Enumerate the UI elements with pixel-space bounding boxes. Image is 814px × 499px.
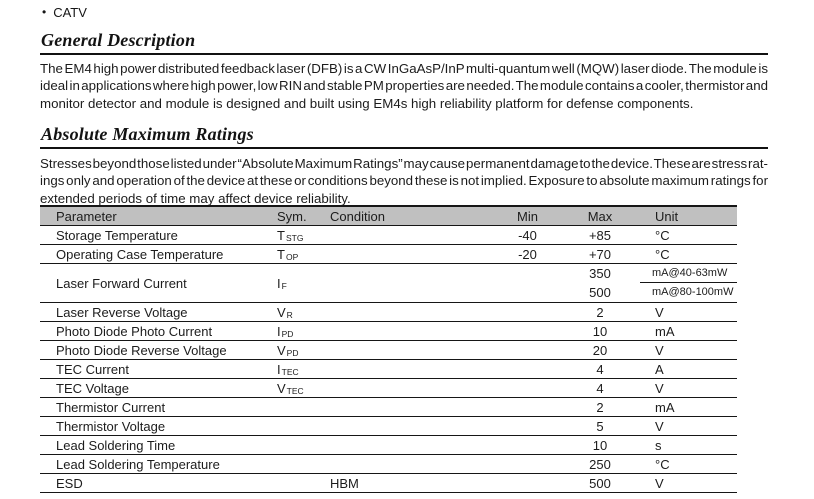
cell-min	[495, 398, 560, 416]
table-row	[40, 226, 737, 245]
text-line: ideal in applications where high power, low RIN and stable PM properties are needed. The module contains a cooler, thermistor and	[40, 78, 768, 94]
cell-min	[495, 436, 560, 454]
cell-max: 20	[592, 342, 608, 358]
section-title-general-description: General Description	[41, 30, 196, 50]
cell-max: 10	[592, 323, 608, 339]
cell-sym	[270, 436, 323, 454]
cell-condition	[323, 341, 495, 359]
cell-parameter: Thermistor Current	[56, 399, 166, 415]
cell-min	[495, 417, 560, 435]
cell-sym: T OP	[277, 246, 299, 262]
cell-min	[495, 474, 560, 492]
sym-subscript: TEC	[281, 366, 299, 377]
cell-unit: A	[655, 361, 664, 377]
cell-sym: V PD	[277, 342, 299, 358]
cell-min	[495, 455, 560, 473]
section-divider	[40, 147, 768, 149]
cell-parameter: Laser Forward Current	[56, 275, 187, 291]
cell-max: 2	[596, 399, 604, 415]
text-line: monitor detector and module is designed and built using EM4s high reliability platform for defense components.	[40, 95, 694, 111]
cell-sym	[270, 474, 323, 492]
cell-sym	[270, 398, 323, 416]
cell-parameter: Photo Diode Photo Current	[56, 323, 213, 339]
cell-max-line: 350	[589, 266, 611, 281]
table-row	[40, 264, 737, 303]
table-row	[40, 474, 737, 493]
cell-sym: I TEC	[277, 361, 299, 377]
text-line: Stresses beyond those listed under “Absolute Maximum Ratings” may cause permanent damage to the device. These are stress rat-	[40, 156, 768, 171]
table-row	[40, 322, 737, 341]
cell-condition: HBM	[330, 475, 359, 491]
table-row	[40, 417, 737, 436]
cell-unit: V	[655, 418, 664, 434]
cell-unit-line: mA@40-63mW	[640, 264, 737, 283]
cell-parameter: Operating Case Temperature	[56, 246, 224, 262]
cell-condition	[323, 417, 495, 435]
section-title-absolute-maximum-ratings: Absolute Maximum Ratings	[41, 124, 254, 144]
cell-max: 500	[589, 475, 611, 491]
cell-parameter: Storage Temperature	[56, 227, 178, 243]
cell-unit: V	[655, 475, 664, 491]
cell-sym	[270, 455, 323, 473]
sym-subscript: PD	[286, 347, 299, 358]
cell-unit-line: mA@80-100mW	[652, 286, 734, 299]
cell-condition	[323, 322, 495, 340]
cell-unit: mA	[655, 323, 675, 339]
header-cell-min: Min	[517, 208, 538, 224]
text-line: The EM4 high power distributed feedback laser (DFB) is a CW InGaAsP/InP multi-quantum well (MQW) laser diode. The module is	[40, 61, 768, 76]
sym-subscript: PD	[281, 328, 294, 339]
cell-max: 4	[596, 380, 604, 396]
cell-unit: V	[655, 342, 664, 358]
cell-unit: V	[655, 304, 664, 320]
table-row	[40, 360, 737, 379]
cell-parameter: ESD	[56, 475, 83, 491]
cell-unit	[640, 264, 737, 302]
cell-max: 5	[596, 418, 604, 434]
cell-sym: I PD	[277, 323, 294, 339]
cell-max: +85	[588, 227, 612, 243]
cell-max: 10	[592, 437, 608, 453]
cell-condition	[323, 379, 495, 397]
cell-max	[560, 264, 640, 302]
header-cell-condition: Condition	[330, 208, 385, 224]
cell-parameter: TEC Current	[56, 361, 129, 377]
cell-min	[495, 264, 560, 302]
bullet-icon: •	[42, 5, 47, 19]
cell-max: 250	[589, 456, 611, 472]
cell-min	[495, 303, 560, 321]
cell-min	[495, 379, 560, 397]
cell-sym: V TEC	[277, 380, 304, 396]
table-header-row	[40, 207, 737, 226]
general-description-text	[40, 60, 768, 112]
cell-max: 2	[596, 304, 604, 320]
cell-unit: V	[655, 380, 664, 396]
cell-min: -40	[518, 227, 537, 243]
bullet-item-catv	[42, 5, 87, 20]
cell-sym: I F	[277, 275, 287, 291]
cell-min	[495, 341, 560, 359]
cell-parameter: Thermistor Voltage	[56, 418, 166, 434]
cell-condition	[323, 398, 495, 416]
cell-unit: °C	[655, 246, 670, 262]
absolute-maximum-ratings-text	[40, 155, 768, 207]
cell-parameter: Lead Soldering Time	[56, 437, 176, 453]
cell-sym: T STG	[277, 227, 304, 243]
cell-min	[495, 360, 560, 378]
sym-subscript: STG	[285, 232, 304, 243]
cell-unit: s	[655, 437, 662, 453]
cell-max: +70	[588, 246, 612, 262]
cell-min	[495, 322, 560, 340]
cell-unit: mA	[655, 399, 675, 415]
header-cell-unit: Unit	[655, 208, 679, 224]
bullet-label: CATV	[53, 5, 87, 20]
cell-parameter: TEC Voltage	[56, 380, 129, 396]
cell-condition	[323, 303, 495, 321]
cell-condition	[323, 245, 495, 263]
cell-max: 4	[596, 361, 604, 377]
sym-subscript: OP	[285, 251, 299, 262]
cell-max-line: 500	[589, 285, 611, 300]
table-row	[40, 455, 737, 474]
cell-parameter: Lead Soldering Temperature	[56, 456, 220, 472]
cell-parameter: Laser Reverse Voltage	[56, 304, 188, 320]
cell-condition	[323, 360, 495, 378]
absolute-maximum-ratings-table	[40, 205, 737, 493]
cell-condition	[323, 264, 495, 302]
text-line: extended periods of time may affect device reliability.	[40, 190, 351, 206]
table-row	[40, 341, 737, 360]
header-cell-sym: Sym.	[277, 208, 307, 224]
cell-sym: V R	[277, 304, 293, 320]
section-divider	[40, 53, 768, 55]
cell-unit: °C	[655, 227, 670, 243]
table-row	[40, 245, 737, 264]
cell-condition	[323, 436, 495, 454]
cell-sym	[270, 417, 323, 435]
table-row	[40, 303, 737, 322]
cell-unit: °C	[655, 456, 670, 472]
text-line: ings only and operation of the device at these or conditions beyond these is not implied. Exposure to absolute maximum ratings for	[40, 173, 768, 189]
sym-subscript: F	[281, 280, 287, 291]
table-row	[40, 379, 737, 398]
table-row	[40, 436, 737, 455]
cell-condition	[323, 455, 495, 473]
cell-parameter: Photo Diode Reverse Voltage	[56, 342, 227, 358]
cell-condition	[323, 226, 495, 244]
table-row	[40, 398, 737, 417]
cell-min: -20	[518, 246, 537, 262]
header-cell-max: Max	[587, 208, 613, 224]
sym-subscript: R	[286, 309, 293, 320]
header-cell-parameter: Parameter	[56, 208, 117, 224]
sym-subscript: TEC	[286, 385, 304, 396]
